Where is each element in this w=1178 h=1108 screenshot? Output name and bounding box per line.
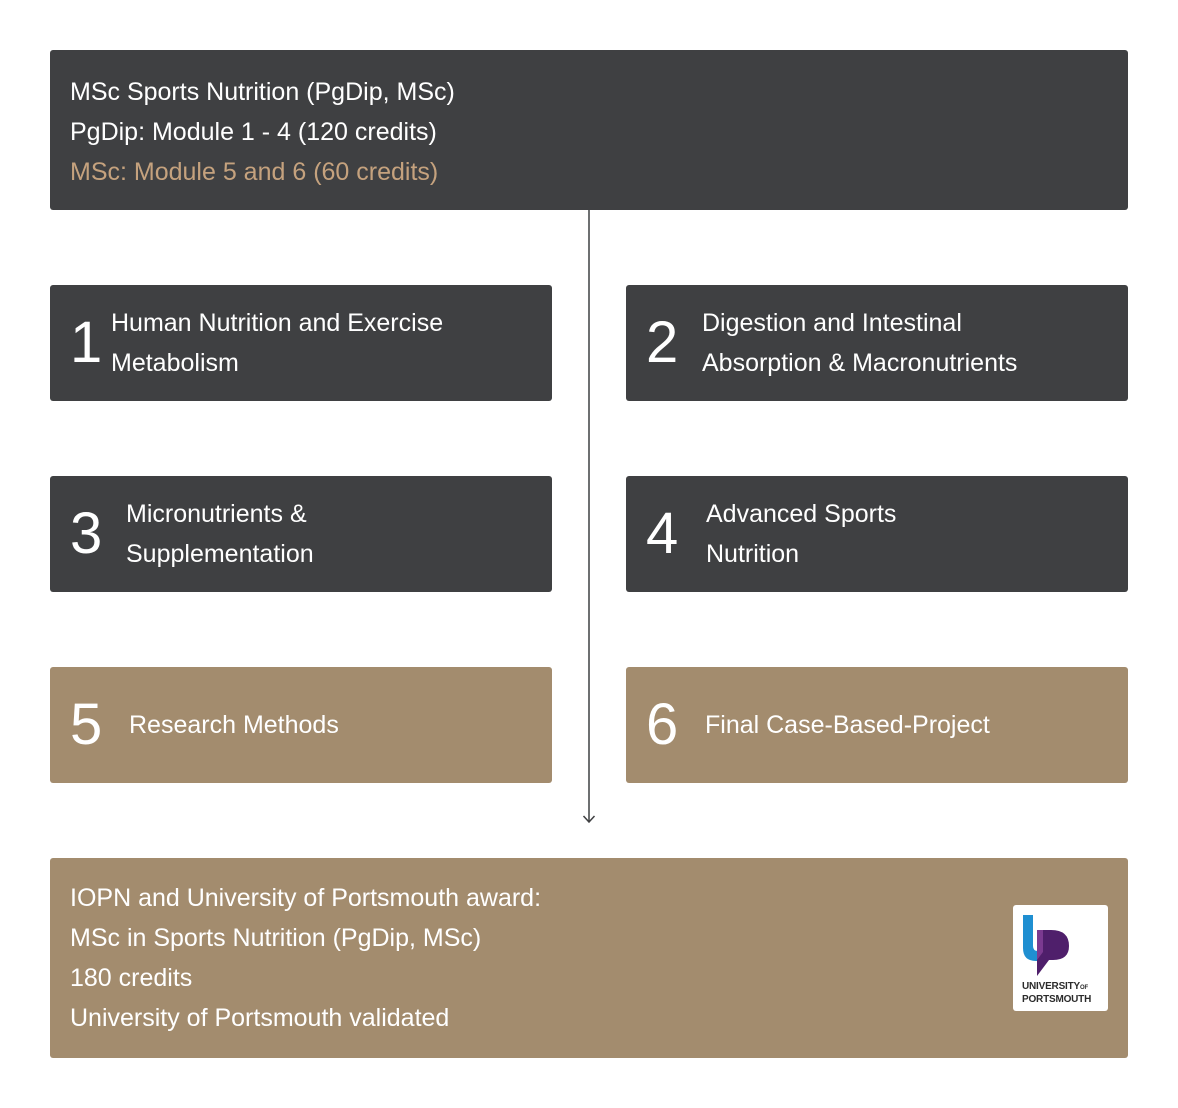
module-title xyxy=(706,494,896,574)
module-5 xyxy=(50,667,552,783)
module-title-line: Absorption & Macronutrients xyxy=(702,349,1018,377)
logo-word-university: UNIVERSITY xyxy=(1022,981,1081,992)
module-title-line: Advanced Sports xyxy=(706,500,897,528)
module-number: 4 xyxy=(646,501,679,566)
logo-word-portsmouth: PORTSMOUTH xyxy=(1022,994,1092,1005)
award-line-validation: University of Portsmouth validated xyxy=(70,1004,450,1032)
module-title xyxy=(129,705,339,745)
program-header xyxy=(50,50,1128,210)
module-number: 6 xyxy=(646,692,679,757)
logo-word-of: OF xyxy=(1080,985,1088,991)
module-1 xyxy=(50,285,552,401)
portsmouth-logo-mark-icon xyxy=(1021,914,1073,978)
module-3 xyxy=(50,476,552,592)
module-title xyxy=(111,303,443,383)
pgdip-credits: PgDip: Module 1 - 4 (120 credits) xyxy=(70,118,437,146)
module-number: 3 xyxy=(70,501,103,566)
module-6 xyxy=(626,667,1128,783)
msc-credits: MSc: Module 5 and 6 (60 credits) xyxy=(70,158,439,186)
module-4 xyxy=(626,476,1128,592)
award-line-credits: 180 credits xyxy=(70,964,193,992)
university-of-portsmouth-logo xyxy=(1013,905,1108,1011)
module-title-line: Metabolism xyxy=(111,349,239,377)
module-title-line: Human Nutrition and Exercise xyxy=(111,309,444,337)
module-title-line: Digestion and Intestinal xyxy=(702,309,962,337)
logo-wordmark xyxy=(1022,981,1091,1005)
module-number: 2 xyxy=(646,310,679,375)
module-title-line: Nutrition xyxy=(706,540,800,568)
module-title xyxy=(702,303,1017,383)
module-title-line: Research Methods xyxy=(129,711,339,739)
module-title-line: Final Case-Based-Project xyxy=(705,711,990,739)
flow-connector-arrow xyxy=(582,208,598,826)
award-line-degree: MSc in Sports Nutrition (PgDip, MSc) xyxy=(70,924,482,952)
module-number: 5 xyxy=(70,692,103,757)
module-title xyxy=(705,705,990,745)
module-2 xyxy=(626,285,1128,401)
module-title-line: Micronutrients & xyxy=(126,500,307,528)
module-title-line: Supplementation xyxy=(126,540,314,568)
program-title: MSc Sports Nutrition (PgDip, MSc) xyxy=(70,78,455,106)
award-box xyxy=(50,858,1128,1058)
module-number: 1 xyxy=(70,310,103,375)
award-line-awarding-bodies: IOPN and University of Portsmouth award: xyxy=(70,884,542,912)
module-title xyxy=(126,494,314,574)
